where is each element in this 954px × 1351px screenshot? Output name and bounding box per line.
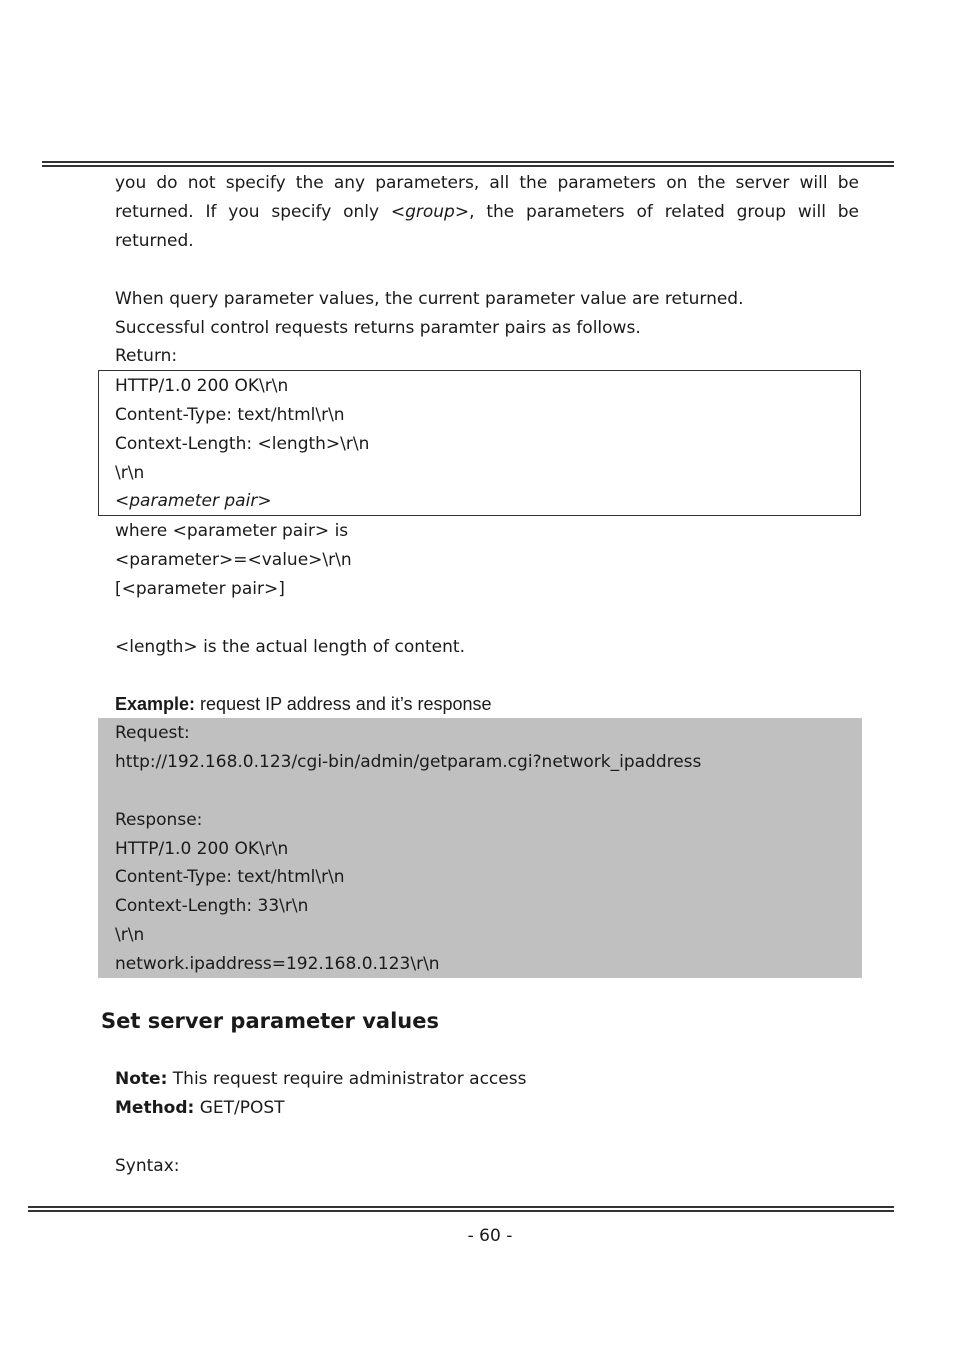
method-line — [115, 1098, 285, 1118]
note-line — [115, 1069, 526, 1089]
success-text: Successful control requests returns paramter pairs as follows. — [115, 318, 641, 338]
return-line-3: Context-Length: <length>\r\n — [115, 434, 370, 454]
example-label: Example: — [115, 694, 196, 714]
header-rule-top — [42, 161, 894, 163]
return-line-5: <parameter pair> — [115, 491, 272, 511]
method-text: GET/POST — [194, 1098, 285, 1118]
example-heading — [115, 694, 492, 714]
where-line-1: where <parameter pair> is — [115, 521, 349, 541]
page-number: - 60 - — [467, 1226, 513, 1246]
return-line-4: \r\n — [115, 463, 145, 483]
example-line-5: network.ipaddress=192.168.0.123\r\n — [115, 954, 440, 974]
intro-part1: you do not specify the any parameters, all the parameters on the server will be returned. If you specify only — [115, 173, 859, 222]
example-text: request IP address and it’s response — [195, 694, 492, 714]
return-line-1: HTTP/1.0 200 OK\r\n — [115, 376, 289, 396]
note-label: Note: — [115, 1069, 168, 1089]
example-line-4: \r\n — [115, 925, 145, 945]
intro-group-term: <group> — [390, 202, 470, 222]
example-request-url: http://192.168.0.123/cgi-bin/admin/getparam.cgi?network_ipaddress — [115, 752, 702, 772]
length-text: <length> is the actual length of content. — [115, 637, 465, 657]
where-line-3: [<parameter pair>] — [115, 579, 285, 599]
return-label: Return: — [115, 346, 178, 366]
syntax-label: Syntax: — [115, 1156, 180, 1176]
method-label: Method: — [115, 1098, 195, 1118]
query-text: When query parameter values, the current parameter value are returned. — [115, 289, 744, 309]
intro-paragraph — [115, 169, 859, 256]
section-heading: Set server parameter values — [101, 1009, 439, 1033]
example-response-label: Response: — [115, 810, 203, 830]
example-line-2: Content-Type: text/html\r\n — [115, 867, 345, 887]
example-request-label: Request: — [115, 723, 190, 743]
footer-rule-bottom — [28, 1210, 894, 1212]
return-line-2: Content-Type: text/html\r\n — [115, 405, 345, 425]
example-line-1: HTTP/1.0 200 OK\r\n — [115, 839, 289, 859]
example-line-3: Context-Length: 33\r\n — [115, 896, 309, 916]
footer-rule-top — [28, 1206, 894, 1208]
header-rule-bottom — [42, 165, 894, 167]
where-line-2: <parameter>=<value>\r\n — [115, 550, 352, 570]
intro-part2: , the parameters of related group will be returned. — [115, 202, 859, 251]
note-text: This request require administrator access — [167, 1069, 527, 1089]
